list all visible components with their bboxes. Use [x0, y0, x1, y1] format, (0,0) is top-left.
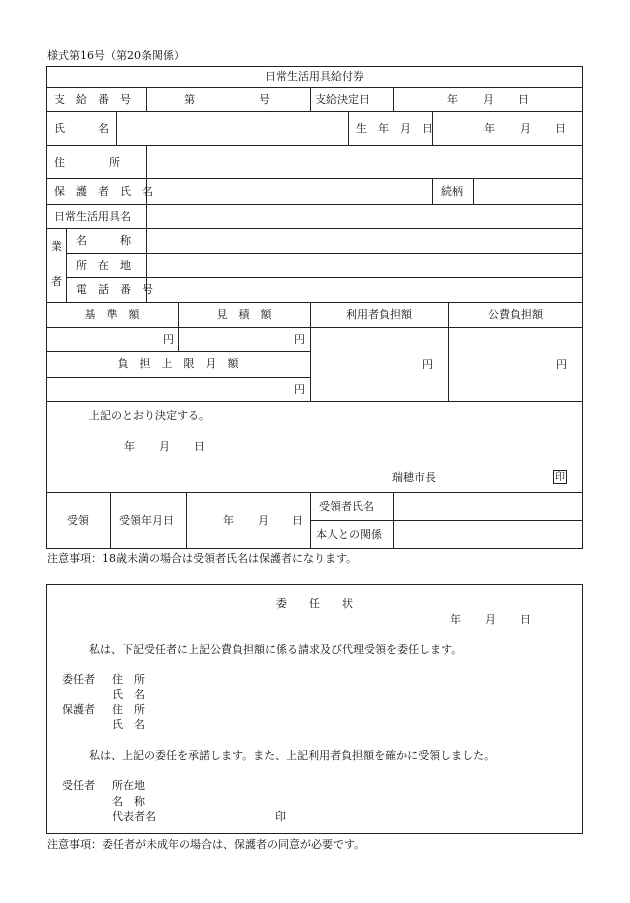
month-label: 月: [520, 122, 531, 135]
delegation-text-2: 私は、上記の委任を承諾します。また、上記利用者負担額を確かに受領しました。: [89, 749, 496, 762]
year-label: 年: [484, 122, 495, 135]
address-label: 住 所: [112, 703, 145, 716]
note-minor-consent: 注意事項：委任者が未成年の場合は、保護者の同意が必要です。: [47, 838, 366, 851]
public-burden-label: 公費負担額: [488, 308, 543, 321]
month-label: 月: [159, 440, 170, 453]
yen-label: 円: [294, 383, 305, 396]
equipment-name-label: 日常生活用具名: [54, 210, 131, 223]
monthly-cap-label: 負 担 上 限 月 額: [117, 357, 239, 370]
yen-label: 円: [163, 333, 174, 346]
seal-mark: 印: [275, 810, 286, 823]
day-label: 日: [194, 440, 205, 453]
vendor-address-label: 所 在 地: [76, 259, 131, 272]
agent-name-label: 名 称: [112, 795, 145, 808]
month-label: 月: [258, 514, 269, 527]
day-label: 日: [292, 514, 303, 527]
month-label: 月: [485, 613, 496, 626]
year-label: 年: [223, 514, 234, 527]
name-label: 氏 名: [112, 718, 145, 731]
form-id: 様式第16号（第20条関係）: [47, 49, 185, 62]
relationship-label: 続柄: [441, 185, 463, 198]
delegation-title: 委 任 状: [276, 597, 353, 610]
go-label: 号: [259, 93, 270, 106]
agent-label: 受任者: [62, 779, 95, 792]
year-label: 年: [447, 93, 458, 106]
seal-icon: 印: [555, 472, 565, 483]
guardian-name-label: 保 護 者 氏 名: [54, 185, 153, 198]
vendor-phone-label: 電 話 番 号: [76, 283, 153, 296]
vendor-side-bottom: 者: [51, 275, 62, 288]
delegation-text-1: 私は、下記受任者に上記公費負担額に係る請求及び代理受領を委任します。: [89, 643, 463, 656]
vendor-side-top: 業: [51, 240, 62, 253]
estimate-amount-label: 見 積 額: [216, 308, 272, 321]
year-label: 年: [450, 613, 461, 626]
delegator-label: 委任者: [62, 673, 95, 686]
month-label: 月: [483, 93, 494, 106]
decision-text: 上記のとおり決定する。: [89, 409, 210, 422]
decision-date-label: 支給決定日: [315, 93, 370, 106]
relation-label: 本人との関係: [316, 528, 382, 541]
day-label: 日: [555, 122, 566, 135]
representative-label: 代表者名: [112, 810, 156, 823]
yen-label: 円: [422, 358, 433, 371]
receipt-date-label: 受領年月日: [119, 514, 174, 527]
receipt-label: 受領: [67, 514, 89, 527]
note-under-18: 注意事項：18歳未満の場合は受領者氏名は保護者になります。: [47, 552, 358, 565]
recipient-name-label: 受領者氏名: [319, 500, 374, 513]
address-label: 住 所: [112, 673, 145, 686]
guardian-label: 保護者: [62, 703, 95, 716]
vendor-name-label: 名 称: [76, 234, 131, 247]
address-label: 住 所: [54, 156, 120, 169]
name-label: 氏 名: [54, 122, 109, 135]
yen-label: 円: [294, 333, 305, 346]
user-burden-label: 利用者負担額: [346, 308, 412, 321]
day-label: 日: [518, 93, 529, 106]
name-label: 氏 名: [112, 688, 145, 701]
voucher-title: 日常生活用具給付券: [265, 70, 364, 83]
dob-label: 生 年 月 日: [356, 122, 433, 135]
agent-location-label: 所在地: [112, 779, 145, 792]
base-amount-label: 基 準 額: [84, 308, 140, 321]
day-label: 日: [520, 613, 531, 626]
mayor-label: 瑞穂市長: [392, 471, 436, 484]
year-label: 年: [124, 440, 135, 453]
dai-label: 第: [184, 93, 195, 106]
yen-label: 円: [556, 358, 567, 371]
payment-number-label: 支 給 番 号: [54, 93, 131, 106]
